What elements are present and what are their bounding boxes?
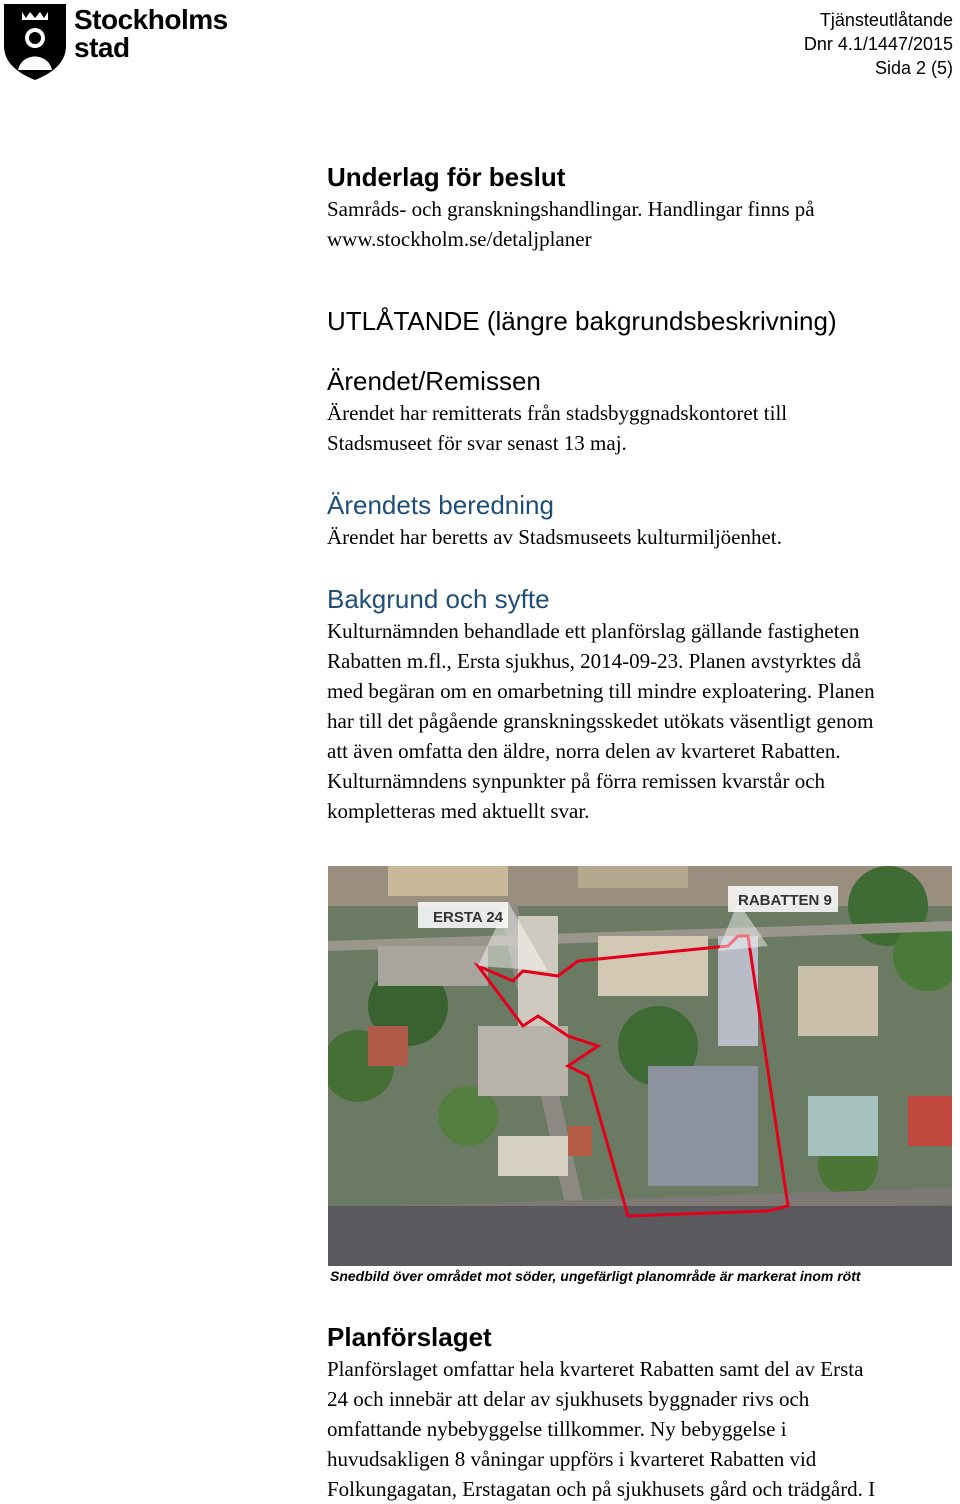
bakgrund-line: med begäran om en omarbetning till mindre exploatering. Planen (327, 679, 875, 703)
heading-remissen: Ärendet/Remissen (327, 366, 541, 396)
org-name-line1: Stockholms (74, 4, 228, 35)
main-content (327, 160, 953, 826)
photo-caption: Snedbild över området mot söder, ungefärligt planområde är markerat inom rött (330, 1268, 861, 1284)
heading-utlatande: UTLÅTANDE (längre bakgrundsbeskrivning) (327, 306, 837, 336)
heading-beredning: Ärendets beredning (327, 490, 554, 520)
planforslaget-line: huvudsakligen 8 våningar uppförs i kvarteret Rabatten vid (327, 1447, 817, 1471)
bakgrund-line: att även omfatta den äldre, norra delen av kvarteret Rabatten. (327, 739, 841, 763)
underlag-line1: Samråds- och granskningshandlingar. Handlingar finns på (327, 197, 815, 221)
aerial-photo (328, 866, 952, 1266)
beredning-line1: Ärendet har beretts av Stadsmuseets kulturmiljöenhet. (327, 525, 782, 549)
remissen-line2: Stadsmuseet för svar senast 13 maj. (327, 431, 627, 455)
planforslaget-line: Planförslaget omfattar hela kvarteret Rabatten samt del av Ersta (327, 1357, 864, 1381)
bakgrund-line: Rabatten m.fl., Ersta sjukhus, 2014-09-23. Planen avstyrktes då (327, 649, 862, 673)
city-shield-icon (0, 0, 70, 82)
bakgrund-line: kompletteras med aktuellt svar. (327, 799, 590, 823)
bakgrund-line: Kulturnämnden behandlade ett planförslag gällande fastigheten (327, 619, 860, 643)
heading-underlag: Underlag för beslut (327, 162, 566, 192)
planforslaget-line: Folkungagatan, Erstagatan och på sjukhusets gård och trädgård. I (327, 1477, 876, 1501)
label-ersta: ERSTA 24 (433, 909, 504, 926)
section-planforslaget (327, 1320, 957, 1504)
heading-planforslaget: Planförslaget (327, 1322, 492, 1352)
planforslaget-line: 24 och innebär att delar av sjukhusets byggnader rivs och (327, 1387, 810, 1411)
heading-bakgrund: Bakgrund och syfte (327, 584, 550, 614)
stockholms-stad-logo (0, 0, 240, 84)
org-name-line2: stad (74, 32, 130, 63)
doc-type: Tjänsteutlåtande (819, 10, 953, 30)
underlag-link[interactable]: www.stockholm.se/detaljplaner (327, 227, 592, 251)
page-number: Sida 2 (5) (874, 58, 953, 78)
planforslaget-line: omfattande nybebyggelse tillkommer. Ny bebyggelse i (327, 1417, 787, 1441)
bakgrund-line: Kulturnämndens synpunkter på förra remissen kvarstår och (327, 769, 826, 793)
label-rabatten: RABATTEN 9 (738, 892, 832, 909)
remissen-line1: Ärendet har remitterats från stadsbyggnadskontoret till (327, 401, 788, 425)
bakgrund-line: har till det pågående granskningsskedet utökats väsentligt genom (327, 709, 874, 733)
document-meta (804, 8, 953, 80)
doc-number: Dnr 4.1/1447/2015 (803, 34, 953, 54)
